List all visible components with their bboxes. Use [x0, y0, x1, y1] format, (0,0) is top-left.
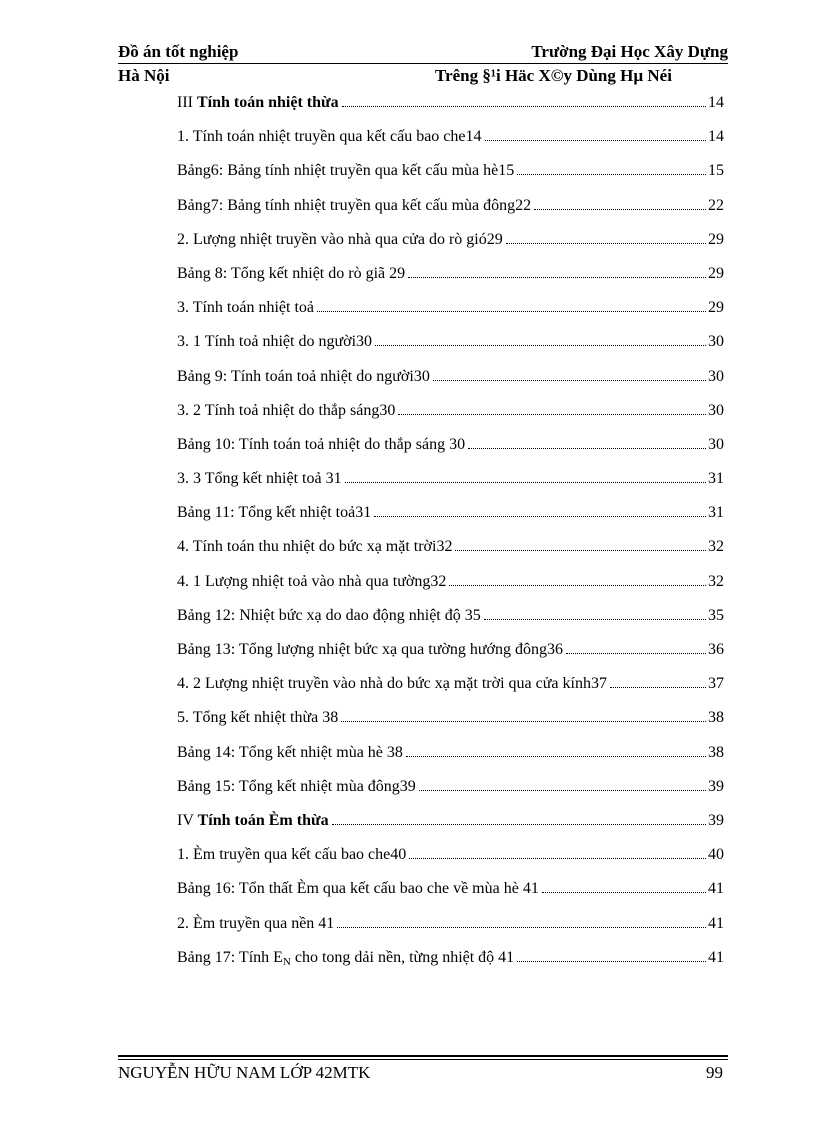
toc-entry-label: [177, 742, 406, 764]
toc-entry-page-number: 31: [708, 504, 724, 522]
toc-dot-leader: [468, 448, 706, 449]
toc-entry-text: Bảng 11: Tổng kết nhiệt toả31: [177, 504, 372, 522]
toc-entry-text: 2. Lượng nhiệt truyền vào nhà qua cửa do rò gió29: [177, 230, 503, 248]
toc-entry-page-number: 41: [708, 880, 724, 898]
toc-entry-page-number: 35: [708, 606, 724, 624]
toc-entry-text: 4. 2 Lượng nhiệt truyền vào nhà do bức xạ mặt trời qua cửa kính37: [177, 675, 607, 693]
toc-entry-page-number: 30: [708, 367, 724, 385]
toc-entry-label: [177, 776, 419, 798]
toc-entry-page-number: 14: [708, 94, 724, 111]
toc-entry-label: [177, 195, 534, 217]
toc-dot-leader: [455, 550, 706, 551]
toc-entry[interactable]: [177, 673, 724, 707]
header-city: Hà Nội: [118, 66, 170, 85]
toc-entry[interactable]: [177, 502, 724, 536]
toc-dot-leader: [419, 790, 706, 791]
toc-entry-page-number: 29: [708, 299, 724, 317]
toc-entry-label: [177, 331, 375, 353]
toc-entry-page-number: 38: [708, 709, 724, 727]
toc-dot-leader: [317, 311, 706, 312]
toc-dot-leader: [332, 824, 706, 825]
toc-entry[interactable]: [177, 160, 724, 194]
toc-entry-text: 1. Tính toán nhiệt truyền qua kết cấu bao che14: [177, 128, 482, 146]
toc-entry-page-number: 32: [708, 572, 724, 590]
toc-entry-label: [177, 707, 341, 729]
toc-entry[interactable]: [177, 229, 724, 263]
toc-entry-section-title: Tính toán Èm thừa: [197, 811, 329, 829]
toc-entry[interactable]: [177, 126, 724, 160]
toc-entry-page-number: 14: [708, 128, 724, 146]
toc-dot-leader: [449, 585, 706, 586]
toc-entry-label: [177, 468, 345, 490]
toc-dot-leader: [485, 140, 707, 141]
toc-entry-text: 5. Tổng kết nhiệt thừa 38: [177, 709, 339, 727]
toc-entry-text: Bảng 15: Tổng kết nhiệt mùa đông39: [177, 777, 416, 795]
toc-dot-leader: [408, 277, 706, 278]
toc-entry[interactable]: [177, 913, 724, 947]
toc-entry-page-number: 39: [708, 811, 724, 829]
header-university: Trường Đại Học Xây Dựng: [531, 42, 728, 61]
toc-dot-leader: [398, 414, 706, 415]
toc-dot-leader: [506, 243, 706, 244]
toc-entry-page-number: 22: [708, 196, 724, 214]
toc-entry-text: 3. Tính toán nhiệt toả: [177, 299, 315, 317]
footer-divider-thin: [118, 1059, 728, 1060]
toc-entry-text: Bảng 9: Tính toán toả nhiệt do người30: [177, 367, 430, 385]
toc-entry[interactable]: [177, 468, 724, 502]
toc-entry-subscript: N: [282, 955, 291, 968]
toc-dot-leader: [341, 721, 706, 722]
toc-entry-text: Bảng 16: Tổn thất Èm qua kết cấu bao che về mùa hè 41: [177, 880, 539, 898]
toc-entry[interactable]: [177, 263, 724, 297]
toc-entry-page-number: 38: [708, 743, 724, 761]
toc-entry[interactable]: [177, 536, 724, 570]
toc-dot-leader: [374, 516, 706, 517]
toc-entry[interactable]: [177, 366, 724, 400]
toc-entry-page-number: 15: [708, 162, 724, 180]
toc-dot-leader: [342, 106, 706, 107]
toc-entry[interactable]: [177, 92, 724, 126]
toc-entry-page-number: 41: [708, 948, 724, 966]
toc-entry-section-number: IV: [177, 811, 198, 829]
toc-entry-label: [177, 92, 342, 114]
toc-dot-leader: [484, 619, 706, 620]
toc-entry-page-number: 29: [708, 230, 724, 248]
page-number: 99: [706, 1063, 723, 1082]
toc-entry-label: [177, 878, 542, 900]
toc-entry-page-number: 37: [708, 675, 724, 693]
toc-entry-label: [177, 947, 517, 973]
toc-entry-text: 4. 1 Lượng nhiệt toả vào nhà qua tường32: [177, 572, 447, 590]
toc-dot-leader: [409, 858, 706, 859]
toc-dot-leader: [517, 174, 706, 175]
toc-entry-text: 3. 2 Tính toả nhiệt do thắp sáng30: [177, 401, 396, 419]
toc-entry-text: 4. Tính toán thu nhiệt do bức xạ mặt trời32: [177, 538, 453, 556]
toc-entry[interactable]: [177, 297, 724, 331]
toc-entry-text: 3. 1 Tính toả nhiệt do người30: [177, 333, 373, 351]
toc-entry[interactable]: [177, 639, 724, 673]
toc-entry-label: [177, 229, 506, 251]
toc-entry-page-number: 32: [708, 538, 724, 556]
header-garbled-text: Trêng §¹i Häc X©y Dùng Hµ Néi: [435, 66, 672, 85]
toc-entry-section-title: Tính toán nhiệt thừa: [196, 94, 339, 111]
toc-dot-leader: [406, 756, 706, 757]
toc-entry[interactable]: [177, 878, 724, 912]
toc-entry-label: [177, 571, 449, 593]
toc-dot-leader: [345, 482, 706, 483]
toc-entry-label: [177, 297, 317, 319]
toc-dot-leader: [566, 653, 706, 654]
toc-entry-page-number: 29: [708, 264, 724, 282]
toc-entry-text: Bảng 8: Tổng kết nhiệt do rò giã 29: [177, 264, 406, 282]
toc-entry[interactable]: [177, 434, 724, 468]
toc-entry[interactable]: [177, 707, 724, 741]
toc-entry[interactable]: [177, 810, 724, 844]
footer-divider-thick: [118, 1055, 728, 1057]
toc-entry-label: [177, 400, 398, 422]
toc-entry-label: [177, 673, 610, 695]
toc-entry-page-number: 36: [708, 641, 724, 658]
toc-entry-text: Bảng 10: Tính toán toả nhiệt do thắp sáng 30: [177, 435, 466, 453]
toc-dot-leader: [542, 892, 706, 893]
toc-entry-text-continued: cho tong dải nền, từng nhiệt độ 41: [290, 948, 515, 966]
toc-entry-label: [177, 844, 409, 866]
toc-entry[interactable]: [177, 844, 724, 878]
toc-entry[interactable]: [177, 776, 724, 810]
toc-entry-page-number: 40: [708, 846, 724, 864]
toc-entry-page-number: 31: [708, 470, 724, 488]
toc-dot-leader: [337, 927, 706, 928]
toc-entry-text: Bảng 12: Nhiệt bức xạ do dao động nhiệt độ 35: [177, 606, 481, 624]
toc-entry-label: [177, 263, 408, 285]
toc-entry-page-number: 30: [708, 333, 724, 351]
toc-entry-page-number: 30: [708, 401, 724, 419]
header-divider: [118, 63, 728, 64]
toc-entry-text: Bảng 17: Tính E: [177, 948, 283, 966]
toc-dot-leader: [610, 687, 706, 688]
toc-entry-text: Bảng 14: Tổng kết nhiệt mùa hè 38: [177, 743, 403, 761]
toc-entry-label: [177, 605, 484, 627]
toc-dot-leader: [375, 345, 706, 346]
toc-entry-text: 1. Èm truyền qua kết cấu bao che40: [177, 846, 407, 864]
toc-entry-label: [177, 639, 566, 661]
toc-entry[interactable]: [177, 400, 724, 434]
toc-entry[interactable]: [177, 331, 724, 365]
footer-author: NGUYỄN HỮU NAM LỚP 42MTK: [118, 1063, 371, 1082]
toc-entry-page-number: 30: [708, 435, 724, 453]
toc-entry-label: [177, 126, 485, 148]
toc-entry-label: [177, 502, 374, 524]
toc-entry-text: 3. 3 Tổng kết nhiệt toả 31: [177, 470, 342, 488]
toc-entry-page-number: 41: [708, 914, 724, 932]
toc-entry[interactable]: [177, 742, 724, 776]
toc-entry[interactable]: [177, 571, 724, 605]
toc-entry-text: 2. Èm truyền qua nền 41: [177, 914, 335, 932]
toc-entry-label: [177, 366, 433, 388]
toc-dot-leader: [534, 209, 706, 210]
table-of-contents: [177, 92, 724, 981]
toc-entry-text: Bảng 13: Tổng lượng nhiệt bức xạ qua tường hướng đông36: [177, 641, 563, 658]
toc-entry-label: [177, 810, 332, 832]
toc-entry-label: [177, 434, 468, 456]
toc-entry-label: [177, 913, 337, 935]
toc-entry-page-number: 39: [708, 777, 724, 795]
toc-dot-leader: [517, 961, 706, 962]
header-project-title: Đồ án tốt nghiệp: [118, 42, 239, 61]
toc-entry-label: [177, 536, 455, 558]
toc-entry-label: [177, 160, 517, 182]
toc-dot-leader: [433, 380, 706, 381]
toc-entry-text: Bảng6: Bảng tính nhiệt truyền qua kết cấu mùa hè15: [177, 162, 515, 180]
toc-entry-section-number: III: [177, 94, 197, 111]
toc-entry[interactable]: [177, 605, 724, 639]
toc-entry-text: Bảng7: Bảng tính nhiệt truyền qua kết cấu mùa đông22: [177, 196, 532, 214]
toc-entry[interactable]: [177, 947, 724, 981]
toc-entry[interactable]: [177, 195, 724, 229]
